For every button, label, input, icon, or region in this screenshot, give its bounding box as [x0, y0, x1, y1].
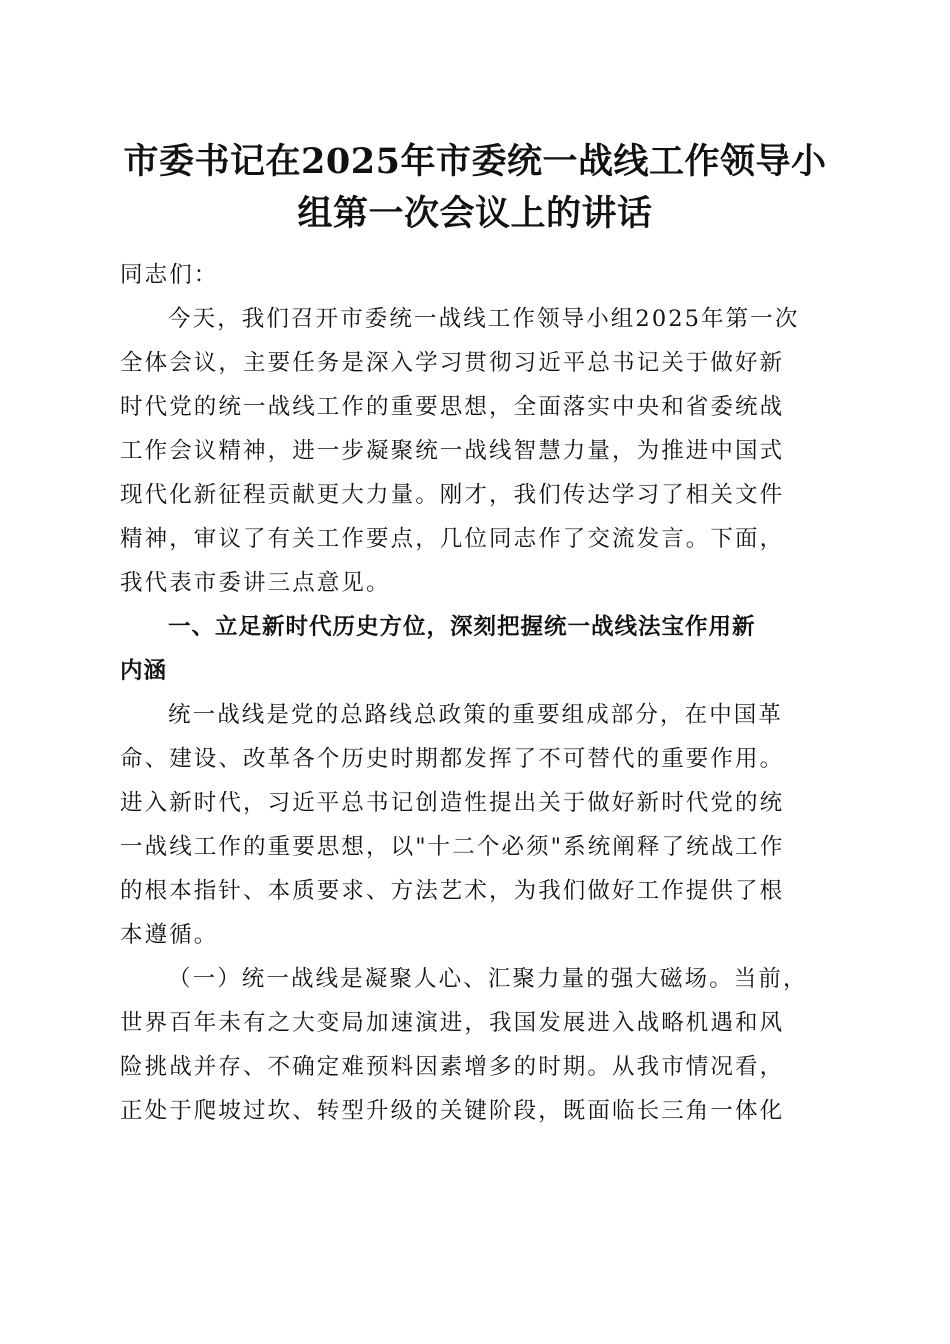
paragraph-line: 精神，审议了有关工作要点，几位同志作了交流发言。下面，: [120, 526, 785, 552]
paragraph-line: （一）统一战线是凝聚人心、汇聚力量的强大磁场。当前，: [168, 966, 808, 992]
paragraph-line: 本遵循。: [120, 922, 219, 948]
salutation: 同志们：: [120, 262, 219, 288]
paragraph-line: 全体会议，主要任务是深入学习贯彻习近平总书记关于做好新: [120, 350, 785, 376]
paragraph-line: 时代党的统一战线工作的重要思想，全面落实中央和省委统战: [120, 394, 785, 420]
paragraph-line: 命、建设、改革各个历史时期都发挥了不可替代的重要作用。: [120, 746, 785, 772]
title-line: 组第一次会议上的讲话: [297, 193, 653, 234]
heading-line: 内涵: [120, 658, 168, 684]
paragraph-subsection1: [120, 957, 826, 1133]
page-title: [110, 136, 840, 240]
paragraph-line: 我代表市委讲三点意见。: [120, 570, 391, 596]
section-heading: [120, 605, 826, 693]
paragraph-line: 工作会议精神，进一步凝聚统一战线智慧力量，为推进中国式: [120, 438, 785, 464]
paragraph-line: 一战线工作的重要思想，以"十二个必须"系统阐释了统战工作: [120, 834, 785, 860]
paragraph-line: 正处于爬坡过坎、转型升级的关键阶段，既面临长三角一体化: [120, 1098, 785, 1124]
document-body: [120, 253, 826, 1133]
paragraph-line: 现代化新征程贡献更大力量。刚才，我们传达学习了相关文件: [120, 482, 785, 508]
title-line: 市委书记在2025年市委统一战线工作领导小: [123, 141, 827, 182]
heading-line: 一、立足新时代历史方位，深刻把握统一战线法宝作用新: [168, 614, 756, 640]
paragraph-intro: [120, 297, 826, 605]
paragraph-line: 今天，我们召开市委统一战线工作领导小组2025年第一次: [168, 306, 800, 332]
paragraph-line: 统一战线是党的总路线总政策的重要组成部分，在中国革: [168, 702, 784, 728]
paragraph-line: 进入新时代，习近平总书记创造性提出关于做好新时代党的统: [120, 790, 785, 816]
paragraph-section1: [120, 693, 826, 957]
paragraph-line: 险挑战并存、不确定难预料因素增多的时期。从我市情况看，: [120, 1054, 785, 1080]
paragraph-line: 的根本指针、本质要求、方法艺术，为我们做好工作提供了根: [120, 878, 785, 904]
paragraph-line: 世界百年未有之大变局加速演进，我国发展进入战略机遇和风: [120, 1010, 785, 1036]
